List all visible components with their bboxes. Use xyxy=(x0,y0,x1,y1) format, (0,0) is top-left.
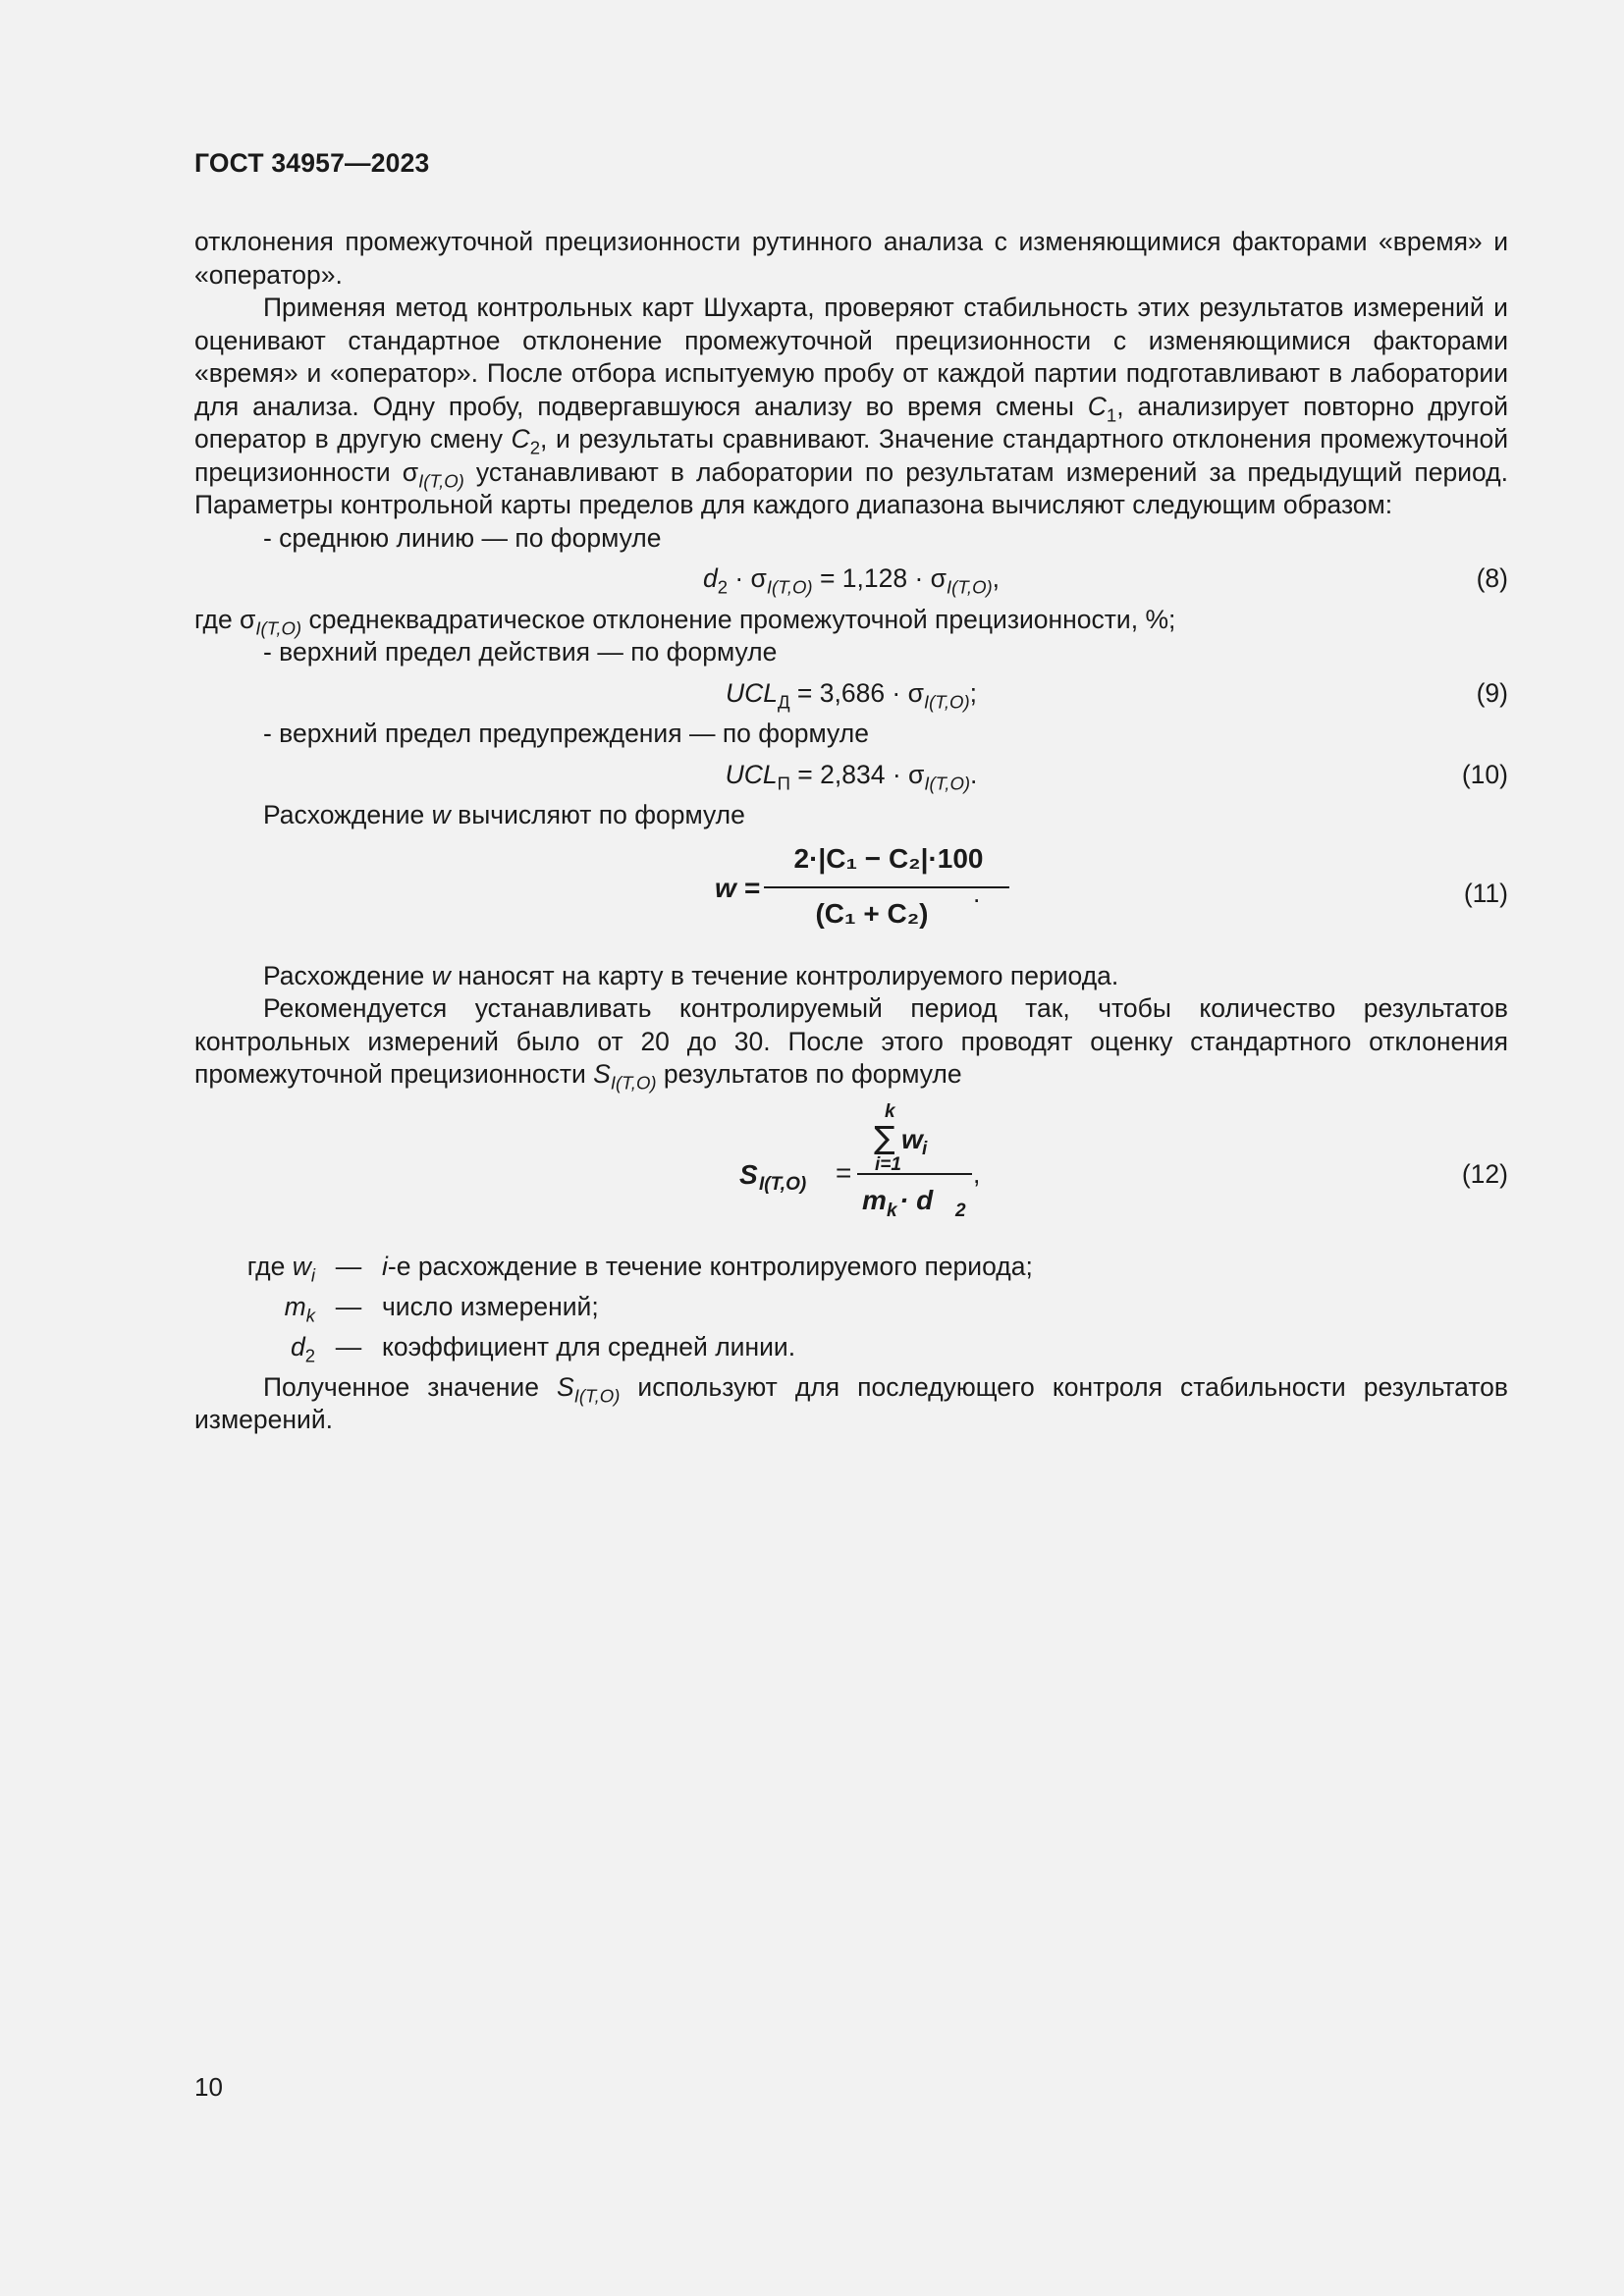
formula-lhs-sub: I(T,O) xyxy=(759,1173,807,1195)
denominator-d-sub: 2 xyxy=(955,1200,966,1221)
equation-12 xyxy=(194,1097,1508,1245)
equation-number: (8) xyxy=(1476,563,1508,593)
paragraph: Применяя метод контрольных карт Шухарта, проверяют стабильность этих результатов измерений и оценивают стандартное отклонение промежуточной прецизионности с изменяющимися факторами «время» и «оператор». После отбора испытуемую пробу от каждой партии подготавливают в лаборатории для анализа. Одну пробу, подвергавшуюся анализу во время смены $C_1$, анализирует повторно другой оператор в другую смену $C_2$, и результаты сравнивают. Значение стандартного отклонения промежуточной прецизионности $\sigma_{I(T,O)}$ устанавливают в лаборатории по результатам измерений за предыдущий период. Параметры контрольной карты пределов для каждого диапазона вычисляют следующим образом: xyxy=(194,293,1509,519)
sum-term-sub: i xyxy=(922,1138,928,1159)
sum-sign: ∑ xyxy=(874,1118,895,1156)
document-page xyxy=(194,0,1508,2296)
paragraph: где $\sigma_{I(T,O)}$ среднеквадратическое отклонение промежуточной прецизионности, %; xyxy=(194,604,1176,638)
definition-row: $d_2$ — коэффициент для средней линии. xyxy=(290,1331,796,1365)
equation-number: (12) xyxy=(1461,1158,1508,1189)
formula-lhs: w = xyxy=(715,872,760,903)
paragraph: Расхождение w наносят на карту в течение контролируемого периода. xyxy=(263,960,1119,990)
fraction-formula-s xyxy=(739,1097,975,1235)
list-item: - среднюю линию — по формуле xyxy=(263,522,662,553)
equation-number: (11) xyxy=(1463,878,1508,908)
definition-row: $m_k$ — число измерений; xyxy=(284,1291,599,1325)
fraction-formula-w xyxy=(715,836,1009,934)
denominator-d: · d xyxy=(899,1184,934,1215)
page-number: 10 xyxy=(194,2072,223,2102)
list-item: - верхний предел действия — по формуле xyxy=(263,637,778,667)
fraction-denominator: (C₁ + C₂) xyxy=(815,897,929,929)
equation-10: $UCL_П = 2,834 \cdot \sigma_{I(T,O)}$. (10) xyxy=(725,759,1508,793)
paragraph: Расхождение w вычисляют по формуле xyxy=(263,800,745,829)
paragraph: Рекомендуется устанавливать контролируемый период так, чтобы количество результатов контрольных измерений было от 20 до 30. После этого проводят оценку стандартного отклонения промежуточной прецизионности $S_{I(T,O)}$ результатов по формуле xyxy=(194,993,1508,1094)
equation-number: (10) xyxy=(1461,759,1508,789)
sum-upper-limit: k xyxy=(885,1100,895,1122)
denominator-m: m xyxy=(862,1184,887,1215)
definition-row: где $w_i$ — i-е расхождение в течение контролируемого периода; xyxy=(246,1251,1033,1285)
sum-lower-limit: i=1 xyxy=(875,1153,901,1175)
list-item: - верхний предел предупреждения — по формуле xyxy=(263,719,869,748)
paragraph: Полученное значение $S_{I(T,O)}$ используют для последующего контроля стабильности результатов измерений. xyxy=(194,1371,1508,1434)
denominator-m-sub: k xyxy=(887,1200,897,1221)
sum-term: w xyxy=(901,1123,923,1154)
equation-9: $UCL_Д = 3,686 \cdot \sigma_{I(T,O)}$; (9) xyxy=(725,677,1508,712)
standard-header: ГОСТ 34957—2023 xyxy=(194,148,430,178)
equation-end: , xyxy=(973,1158,981,1189)
formula-lhs: S xyxy=(739,1158,758,1190)
document-body xyxy=(194,226,1508,1437)
equation-8: $d_2 \cdot \sigma_{I(T,O)} = 1,128 \cdot \sigma_{I(T,O)}$, (8) xyxy=(702,563,1508,598)
equation-end: . xyxy=(973,878,981,908)
equation-11 xyxy=(194,836,1508,946)
equation-number: (9) xyxy=(1476,677,1508,708)
fraction-numerator: 2·|C₁ − C₂|·100 xyxy=(793,842,984,874)
paragraph: отклонения промежуточной прецизионности рутинного анализа с изменяющимися факторами «время» и «оператор». xyxy=(194,227,1508,290)
svg-text:=: = xyxy=(836,1156,852,1188)
definitions-list xyxy=(214,1251,1508,1371)
